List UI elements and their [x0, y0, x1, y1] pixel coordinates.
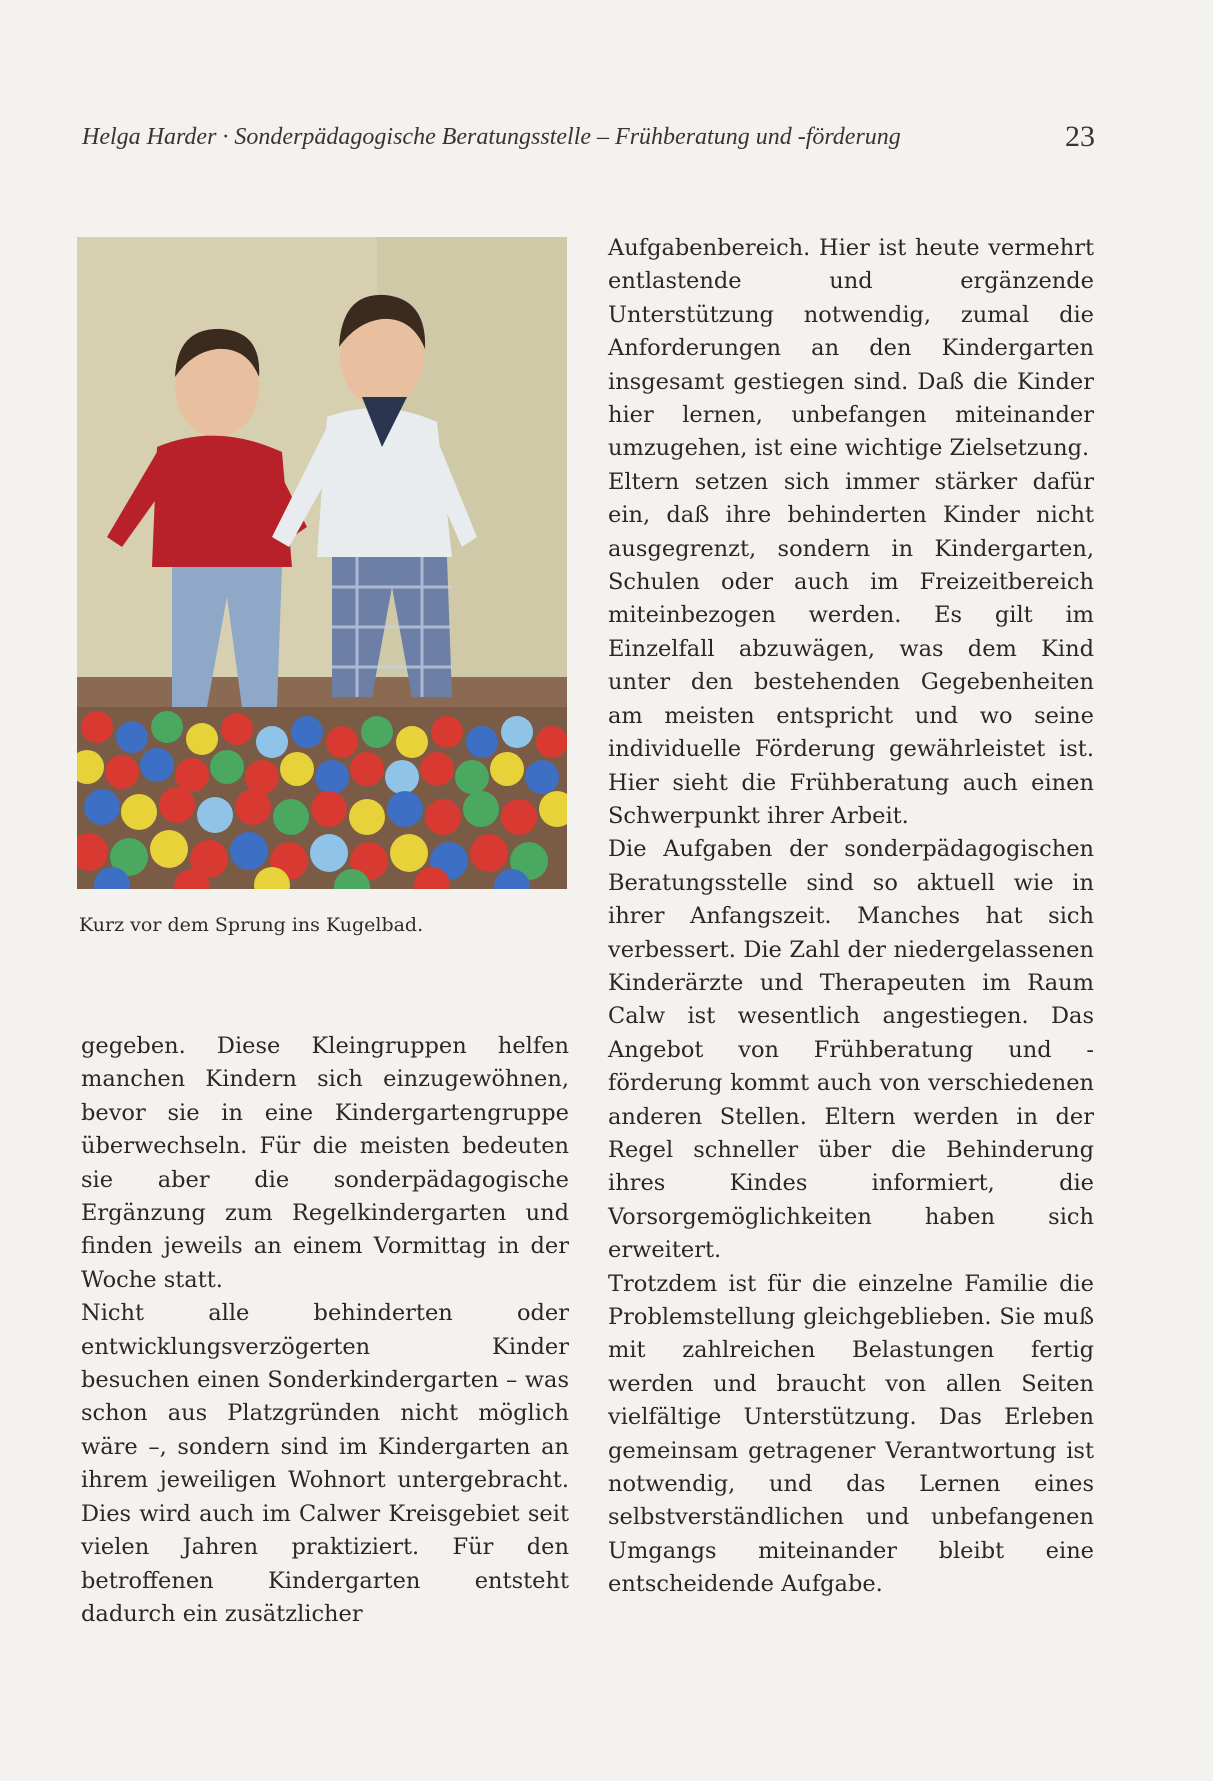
paragraph: Aufgabenbereich. Hier ist heute vermehrt entlastende und ergänzende Unterstützung notwendig, zumal die Anforderungen an den Kindergarten insgesamt gestiegen sind. Daß die Kinder hier lernen, unbefangen miteinander umzugehen, ist eine wichtige Zielsetzung. — [608, 235, 1094, 462]
running-header — [82, 120, 1095, 164]
paragraph: Trotzdem ist für die einzelne Familie die Problemstellung gleichgeblieben. Sie muß mit zahlreichen Belastungen fertig werden und braucht von allen Seiten vielfältige Unterstützung. Das Erleben gemeinsam getragener Verantwortung ist notwendig, und das Lernen eines selbstverständlichen und unbefangenen Umgangs miteinander bleibt eine entscheidende Aufgabe. — [608, 1270, 1094, 1598]
left-column — [81, 1030, 569, 1631]
photo-children-ball-pit — [77, 237, 567, 889]
photo-illustration — [77, 237, 567, 889]
paragraph: Eltern setzen sich immer stärker dafür ein, daß ihre behinderten Kinder nicht ausgegrenzt, sondern in Kindergarten, Schulen oder auch im Freizeitbereich miteinbezogen werden. Es gilt im Einzelfall abzuwägen, was dem Kind unter den bestehenden Gegebenheiten am meisten entspricht und wo seine individuelle Förderung gewährleistet ist. Hier sieht die Frühberatung auch einen Schwerpunkt ihrer Arbeit. — [608, 468, 1094, 829]
right-column — [608, 232, 1094, 1602]
paragraph: Nicht alle behinderten oder entwicklungsverzögerten Kinder besuchen einen Sonderkindergarten – was schon aus Platzgründen nicht möglich wäre –, sondern sind im Kindergarten an ihrem jeweiligen Wohnort untergebracht. Dies wird auch im Calwer Kreisgebiet seit vielen Jahren praktiziert. Für den betroffenen Kindergarten entsteht dadurch ein zusätzlicher — [81, 1300, 569, 1627]
running-title: Helga Harder · Sonderpädagogische Beratungsstelle – Frühberatung und -förderung — [82, 124, 901, 150]
paragraph: Die Aufgaben der sonderpädagogischen Beratungsstelle sind so aktuell wie in ihrer Anfangszeit. Manches hat sich verbessert. Die Zahl der niedergelassenen Kinderärzte und Therapeuten im Raum Calw ist wesentlich angestiegen. Das Angebot von Frühberatung und -förderung kommt auch von verschiedenen anderen Stellen. Eltern werden in der Regel schneller über die Behinderung ihres Kindes informiert, die Vorsorgemöglichkeiten haben sich erweitert. — [608, 836, 1094, 1264]
paragraph: gegeben. Diese Kleingruppen helfen manchen Kindern sich einzugewöhnen, bevor sie in eine Kindergartengruppe überwechseln. Für die meisten bedeuten sie aber die sonderpädagogische Ergänzung zum Regelkindergarten und finden jeweils an einem Vormittag in der Woche statt. — [81, 1033, 569, 1293]
page-number: 23 — [1065, 120, 1095, 153]
figure-caption: Kurz vor dem Sprung ins Kugelbad. — [79, 914, 424, 936]
